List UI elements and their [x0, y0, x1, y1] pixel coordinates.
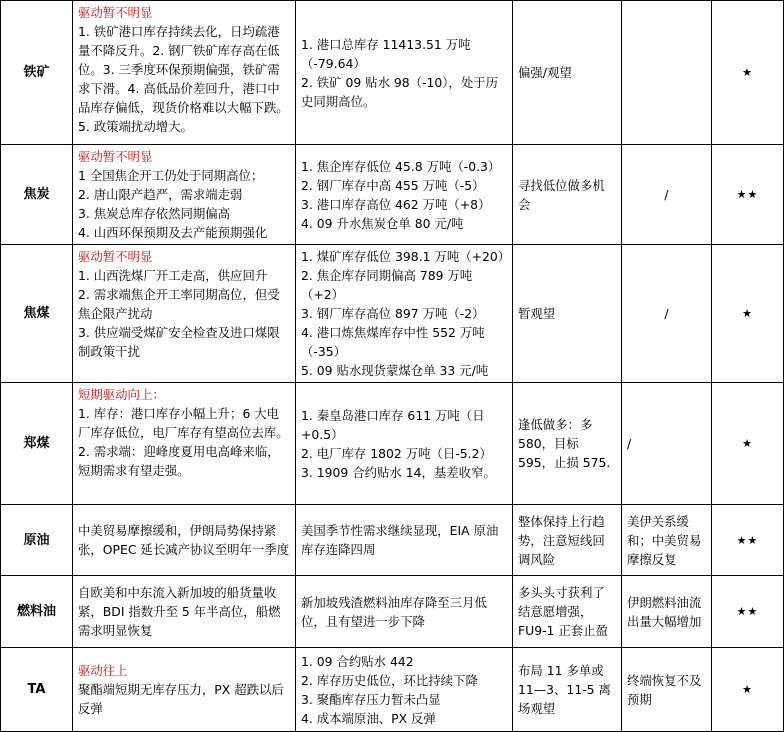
data-line: 4. 09 升水焦炭仓单 80 元/吨 — [301, 215, 464, 231]
strategy-cell: 逢低做多：多 580，目标 595，止损 575. — [513, 383, 622, 505]
strategy-cell: 暂观望 — [513, 245, 622, 383]
drive-label: 驱动暂不明显 — [78, 249, 153, 264]
driver-text: 1 全国焦企开工仍处于同期高位； — [78, 168, 264, 183]
star-rating: ★★ — [712, 145, 784, 245]
data-line: 5. 09 贴水现货蒙煤仓单 33 元/吨 — [301, 363, 489, 378]
table-row — [1, 383, 784, 505]
data-cell: 新加坡残渣燃料油库存降至三月低位，且有望进一步下降 — [296, 576, 513, 648]
data-line: 1. 港口总库存 11413.51 万吨（-79.64） — [301, 36, 471, 71]
star-rating: ★ — [712, 383, 784, 505]
star-rating: ★★ — [712, 576, 784, 648]
driver-cell: 自欧美和中东流入新加坡的船货量收紧，BDI 指数升至 5 年半高位，船燃需求明显恢复 — [73, 576, 296, 648]
data-line: 3. 港口库存高位 462 万吨（+8） — [301, 196, 491, 212]
drive-label: 驱动往上 — [78, 663, 128, 678]
note-cell: / — [622, 383, 712, 505]
data-line: 3. 1909 合约贴水 14，基差收窄。 — [301, 464, 496, 480]
data-cell — [296, 145, 513, 245]
data-cell — [296, 383, 513, 505]
driver-text: 2. 需求端：迎峰度夏用电高峰来临，短期需求有望走强。 — [78, 444, 280, 478]
data-cell — [296, 245, 513, 383]
drive-label: 驱动暂不明显 — [78, 5, 153, 20]
strategy-cell: 整体保持上行趋势，注意短线回调风险 — [513, 505, 622, 576]
star-rating: ★★ — [712, 505, 784, 576]
strategy-cell: 偏强/观望 — [513, 1, 622, 145]
table-row — [1, 576, 784, 648]
data-line: 2. 焦企库存同期偏高 789 万吨（+2） — [301, 268, 473, 302]
driver-text: 3. 焦炭总库存依然同期偏高 — [78, 206, 231, 221]
note-cell: 终端恢复不及预期 — [622, 648, 712, 732]
commodity-name: 铁矿 — [1, 1, 73, 145]
data-line: 4. 成本端原油、PX 反弹 — [301, 710, 436, 726]
table-row — [1, 245, 784, 383]
driver-text: 4. 山西环保预期及去产能预期强化 — [78, 225, 268, 240]
commodity-name: 焦煤 — [1, 245, 73, 383]
data-cell — [296, 648, 513, 732]
driver-text: 2. 需求端焦企开工率同期高位，但受焦企限产扰动 — [78, 287, 280, 321]
data-line: 3. 聚酯库存压力暂未凸显 — [301, 691, 441, 707]
driver-text: 1. 铁矿港口库存持续去化，日均疏港量不降反升。2. 钢厂铁矿库存高在低位。3. 三季度环保预期偏强，铁矿需求下滑。4. 高低品价差回升，港口中品库存偏低，现货价格难以大幅下跌。5. 政策端扰动增大。 — [78, 24, 289, 134]
commodity-name: 郑煤 — [1, 383, 73, 505]
driver-cell — [73, 145, 296, 245]
data-line: 2. 库存历史低位，环比持续下降 — [301, 672, 478, 688]
data-line: 1. 焦企库存低位 45.8 万吨（-0.3） — [301, 158, 501, 174]
drive-label: 驱动暂不明显 — [78, 149, 153, 164]
drive-label: 短期驱动向上： — [78, 387, 165, 402]
data-line: 3. 钢厂库存高位 897 万吨（-2） — [301, 306, 485, 321]
strategy-cell: 多头头寸获利了结意愿增强，FU9-1 正套止盈 — [513, 576, 622, 648]
data-line: 1. 煤矿库存低位 398.1 万吨（+20） — [301, 249, 511, 264]
star-rating: ★ — [712, 1, 784, 145]
note-cell: 美伊关系缓和；中美贸易摩擦反复 — [622, 505, 712, 576]
table-row — [1, 505, 784, 576]
data-cell: 美国季节性需求继续显现，EIA 原油库存连降四周 — [296, 505, 513, 576]
strategy-cell: 布局 11 多单或 11—3、11-5 离场观望 — [513, 648, 622, 732]
data-line: 1. 秦皇岛港口库存 611 万吨（日+0.5） — [301, 407, 485, 442]
table-row — [1, 1, 784, 145]
data-line: 2. 铁矿 09 贴水 98（-10），处于历史同期高位。 — [301, 74, 499, 109]
table-row — [1, 145, 784, 245]
driver-text: 1. 山西洗煤厂开工走高，供应回升 — [78, 268, 268, 283]
driver-text: 2. 唐山限产趋严，需求端走弱 — [78, 187, 243, 202]
commodity-name: 燃料油 — [1, 576, 73, 648]
driver-cell — [73, 1, 296, 145]
data-line: 2. 电厂库存 1802 万吨（日-5.2） — [301, 445, 492, 461]
driver-text: 3. 供应端受煤矿安全检查及进口煤限制政策干扰 — [78, 325, 280, 359]
table-row — [1, 648, 784, 732]
driver-cell — [73, 383, 296, 505]
driver-cell — [73, 648, 296, 732]
note-cell: / — [622, 245, 712, 383]
star-rating: ★ — [712, 648, 784, 732]
commodity-name: 原油 — [1, 505, 73, 576]
data-line: 1. 09 合约贴水 442 — [301, 653, 414, 669]
driver-cell: 中美贸易摩擦缓和，伊朗局势保持紧张，OPEC 延长减产协议至明年一季度 — [73, 505, 296, 576]
driver-text: 聚酯端短期无库存压力，PX 超跌以后反弹 — [78, 682, 284, 716]
star-rating: ★ — [712, 245, 784, 383]
data-cell — [296, 1, 513, 145]
commodity-name: TA — [1, 648, 73, 732]
commodity-name: 焦炭 — [1, 145, 73, 245]
note-cell — [622, 1, 712, 145]
note-cell: / — [622, 145, 712, 245]
data-line: 4. 港口炼焦煤库存中性 552 万吨（-35） — [301, 325, 485, 359]
driver-cell — [73, 245, 296, 383]
driver-text: 1. 库存：港口库存小幅上升；6 大电厂库存低位，电厂库存有望高位去库。 — [78, 406, 289, 440]
note-cell: 伊朗燃料油流出量大幅增加 — [622, 576, 712, 648]
data-line: 2. 钢厂库存中高 455 万吨（-5） — [301, 177, 485, 193]
strategy-cell: 寻找低位做多机会 — [513, 145, 622, 245]
